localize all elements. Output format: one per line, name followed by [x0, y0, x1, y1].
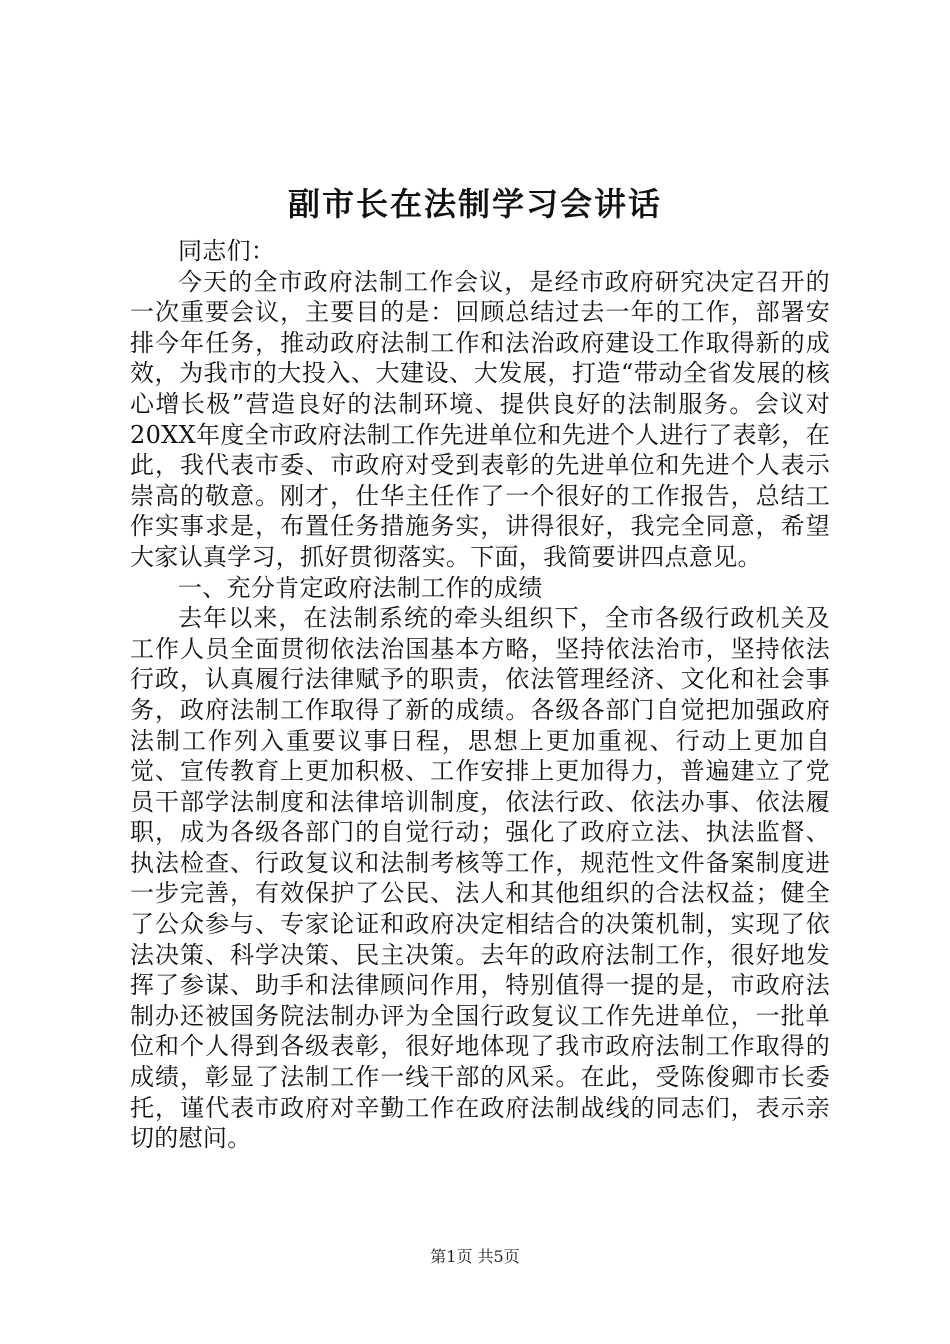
- section-heading-1: 一、充分肯定政府法制工作的成绩: [178, 573, 543, 602]
- page-number-footer: 第1页 共5页: [430, 1247, 520, 1266]
- paragraph-opening: 今天的全市政府法制工作会议，是经市政府研究决定召开的一次重要会议，主要目的是：回顾总结过去一年的工作，部署安排今年任务，推动政府法制工作和法治政府建设工作取得新的成效，为我市的大投入、大建设、大发展，打造“带动全省发展的核心增长极”营造良好的法制环境、提供良好的法制服务。会议对20XX年度全市政府法制工作先进单位和先进个人进行了表彰，在此，我代表市委、市政府对受到表彰的先进单位和先进个人表示崇高的敬意。刚才，仕华主任作了一个很好的工作报告，总结工作实事求是，布置任务措施务实，讲得很好，我完全同意，希望大家认真学习，抓好贯彻落实。下面，我简要讲四点意见。: [130, 267, 830, 571]
- salutation: 同志们：: [178, 237, 276, 265]
- paragraph-achievements: 去年以来，在法制系统的牵头组织下，全市各级行政机关及工作人员全面贯彻依法治国基本方略，坚持依法治市，坚持依法行政，认真履行法律赋予的职责，依法管理经济、文化和社会事务，政府法制工作取得了新的成绩。各级各部门自觉把加强政府法制工作列入重要议事日程，思想上更加重视、行动上更加自觉、宣传教育上更加积极、工作安排上更加得力，普遍建立了党员干部学法制度和法律培训制度，依法行政、依法办事、依法履职，成为各级各部门的自觉行动；强化了政府立法、执法监督、执法检查、行政复议和法制考核等工作，规范性文件备案制度进一步完善，有效保护了公民、法人和其他组织的合法权益；健全了公众参与、专家论证和政府决定相结合的决策机制，实现了依法决策、科学决策、民主决策。去年的政府法制工作，很好地发挥了参谋、助手和法律顾问作用，特别值得一提的是，市政府法制办还被国务院法制办评为全国行政复议工作先进单位，一批单位和个人得到各级表彰，很好地体现了我市政府法制工作取得的成绩，彰显了法制工作一线干部的风采。在此，受陈俊卿市长委托，谨代表市政府对辛勤工作在政府法制战线的同志们，表示亲切的慰问。: [130, 604, 830, 1153]
- document-title: 副市长在法制学习会讲话: [287, 185, 662, 223]
- document-body: [130, 236, 830, 1154]
